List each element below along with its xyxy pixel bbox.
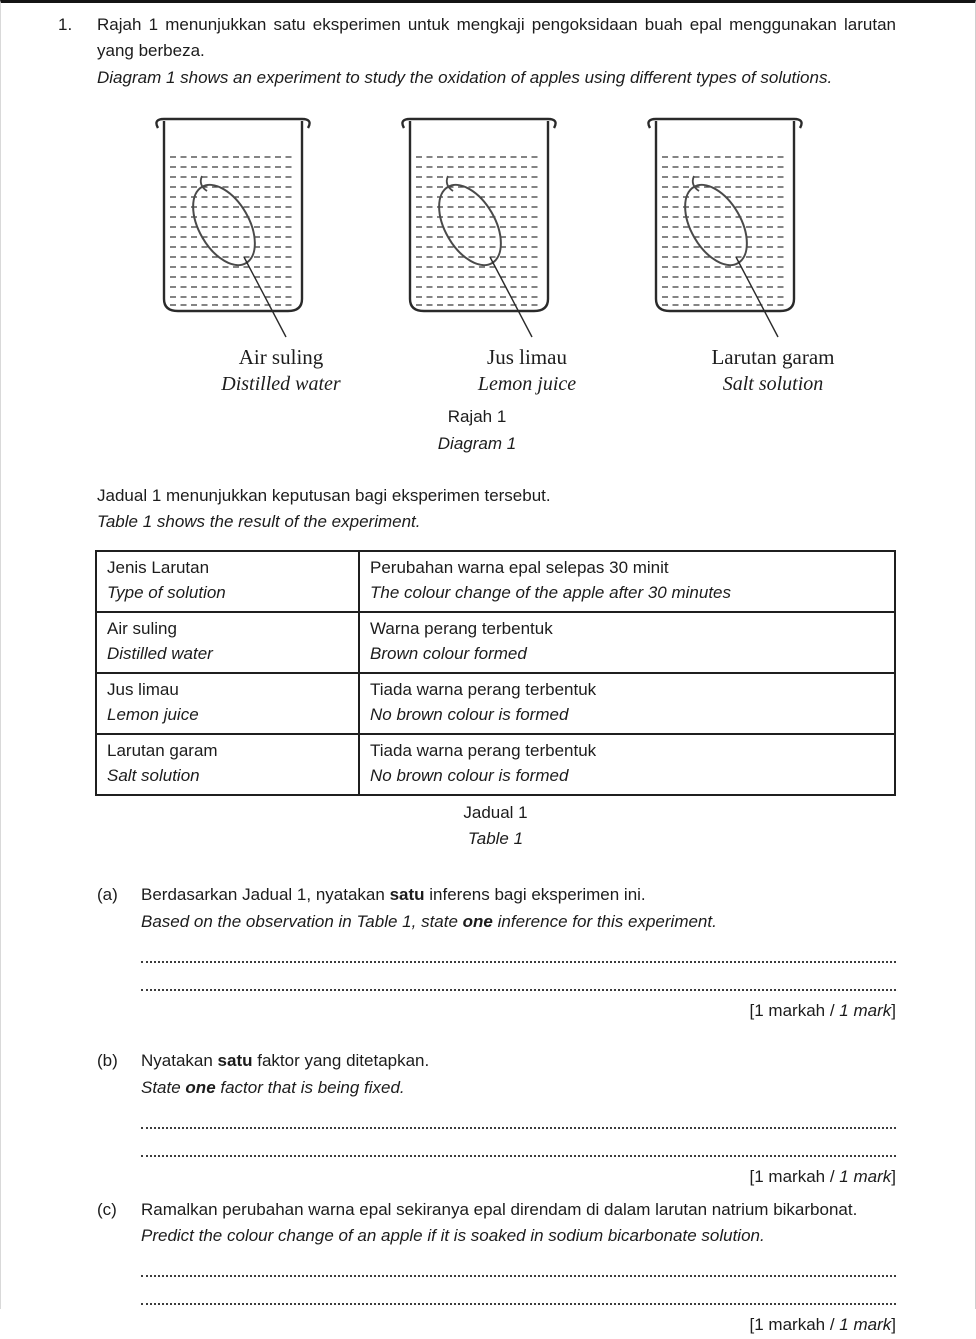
diagram-caption-ms: Rajah 1 [447, 407, 507, 427]
diagram-caption [58, 404, 896, 457]
diagram-caption-en: Diagram 1 [437, 433, 517, 453]
table-intro [58, 483, 896, 536]
table-cell-result: Warna perang terbentuk Brown colour formed [359, 612, 895, 673]
table-intro-ms: Jadual 1 menunjukkan keputusan bagi eksperimen tersebut. [97, 486, 551, 506]
answer-line [141, 1256, 896, 1277]
table-cell-result: Tiada warna perang terbentuk No brown colour is formed [359, 673, 895, 734]
table-cell-solution: Larutan garam Salt solution [96, 734, 359, 795]
beaker-figure-salt-solution [602, 113, 848, 398]
table-cell-solution: Jus limau Lemon juice [96, 673, 359, 734]
beaker-label-en: Lemon juice [477, 373, 577, 396]
table-row [96, 673, 895, 734]
question-number: 1. [58, 15, 73, 34]
table-header-row [96, 551, 895, 612]
question-1 [58, 12, 896, 91]
beaker-icon [640, 113, 810, 341]
table-header-colour-change: Perubahan warna epal selepas 30 minit The colour change of the apple after 30 minutes [359, 551, 895, 612]
beaker-figure-lemon-juice [356, 113, 602, 398]
marks-label: [1 markah / 1 mark] [749, 1167, 896, 1187]
table-header-solution: Jenis Larutan Type of solution [96, 551, 359, 612]
table-cell-result: Tiada warna perang terbentuk No brown colour is formed [359, 734, 895, 795]
question-part-a [97, 882, 896, 1024]
beaker-label-ms: Jus limau [487, 345, 567, 370]
table-intro-en: Table 1 shows the result of the experiment. [97, 512, 421, 532]
part-question-en: State one factor that is being fixed. [141, 1077, 405, 1097]
part-question-ms: Berdasarkan Jadual 1, nyatakan satu inferens bagi eksperimen ini. [141, 885, 646, 905]
table-row [96, 612, 895, 673]
answer-line [141, 1108, 896, 1129]
beaker-label-ms: Larutan garam [711, 345, 835, 370]
marks-label: [1 markah / 1 mark] [749, 1315, 896, 1335]
answer-line [141, 970, 896, 991]
answer-line [141, 1284, 896, 1305]
marks-label: [1 markah / 1 mark] [749, 1001, 896, 1021]
question-intro-ms: Rajah 1 menunjukkan satu eksperimen untuk mengkaji pengoksidaan buah epal menggunakan larutan yang berbeza. [97, 15, 896, 61]
part-letter: (c) [97, 1199, 117, 1219]
beaker-label [711, 343, 834, 398]
part-question-ms: Nyatakan satu faktor yang ditetapkan. [141, 1051, 430, 1071]
table-caption [95, 800, 896, 853]
part-letter: (a) [97, 885, 118, 905]
part-letter: (b) [97, 1051, 118, 1071]
answer-line [141, 942, 896, 963]
results-table [95, 550, 896, 796]
beaker-label-en: Distilled water [221, 373, 341, 396]
question-part-b [97, 1048, 896, 1190]
part-question-ms: Ramalkan perubahan warna epal sekiranya epal direndam di dalam larutan natrium bikarbonat. [141, 1199, 858, 1219]
beaker-label-en: Salt solution [722, 373, 824, 396]
table-cell-solution: Air suling Distilled water [96, 612, 359, 673]
beaker-figure-distilled-water [110, 113, 356, 398]
table-caption-ms: Jadual 1 [463, 802, 528, 822]
beaker-label [478, 343, 576, 398]
table-caption-en: Table 1 [467, 829, 524, 849]
beaker-label [221, 343, 340, 398]
beaker-label-ms: Air suling [238, 345, 324, 370]
diagram-1 [58, 113, 896, 398]
table-row [96, 734, 895, 795]
question-intro-en: Diagram 1 shows an experiment to study the oxidation of apples using different types of solutions. [97, 67, 833, 87]
beaker-icon [394, 113, 564, 341]
answer-line [141, 1136, 896, 1157]
results-table-wrap [58, 550, 896, 853]
part-question-en: Based on the observation in Table 1, state one inference for this experiment. [141, 911, 717, 931]
part-question-en: Predict the colour change of an apple if it is soaked in sodium bicarbonate solution. [141, 1225, 765, 1245]
question-part-c [97, 1197, 896, 1339]
beaker-icon [148, 113, 318, 341]
